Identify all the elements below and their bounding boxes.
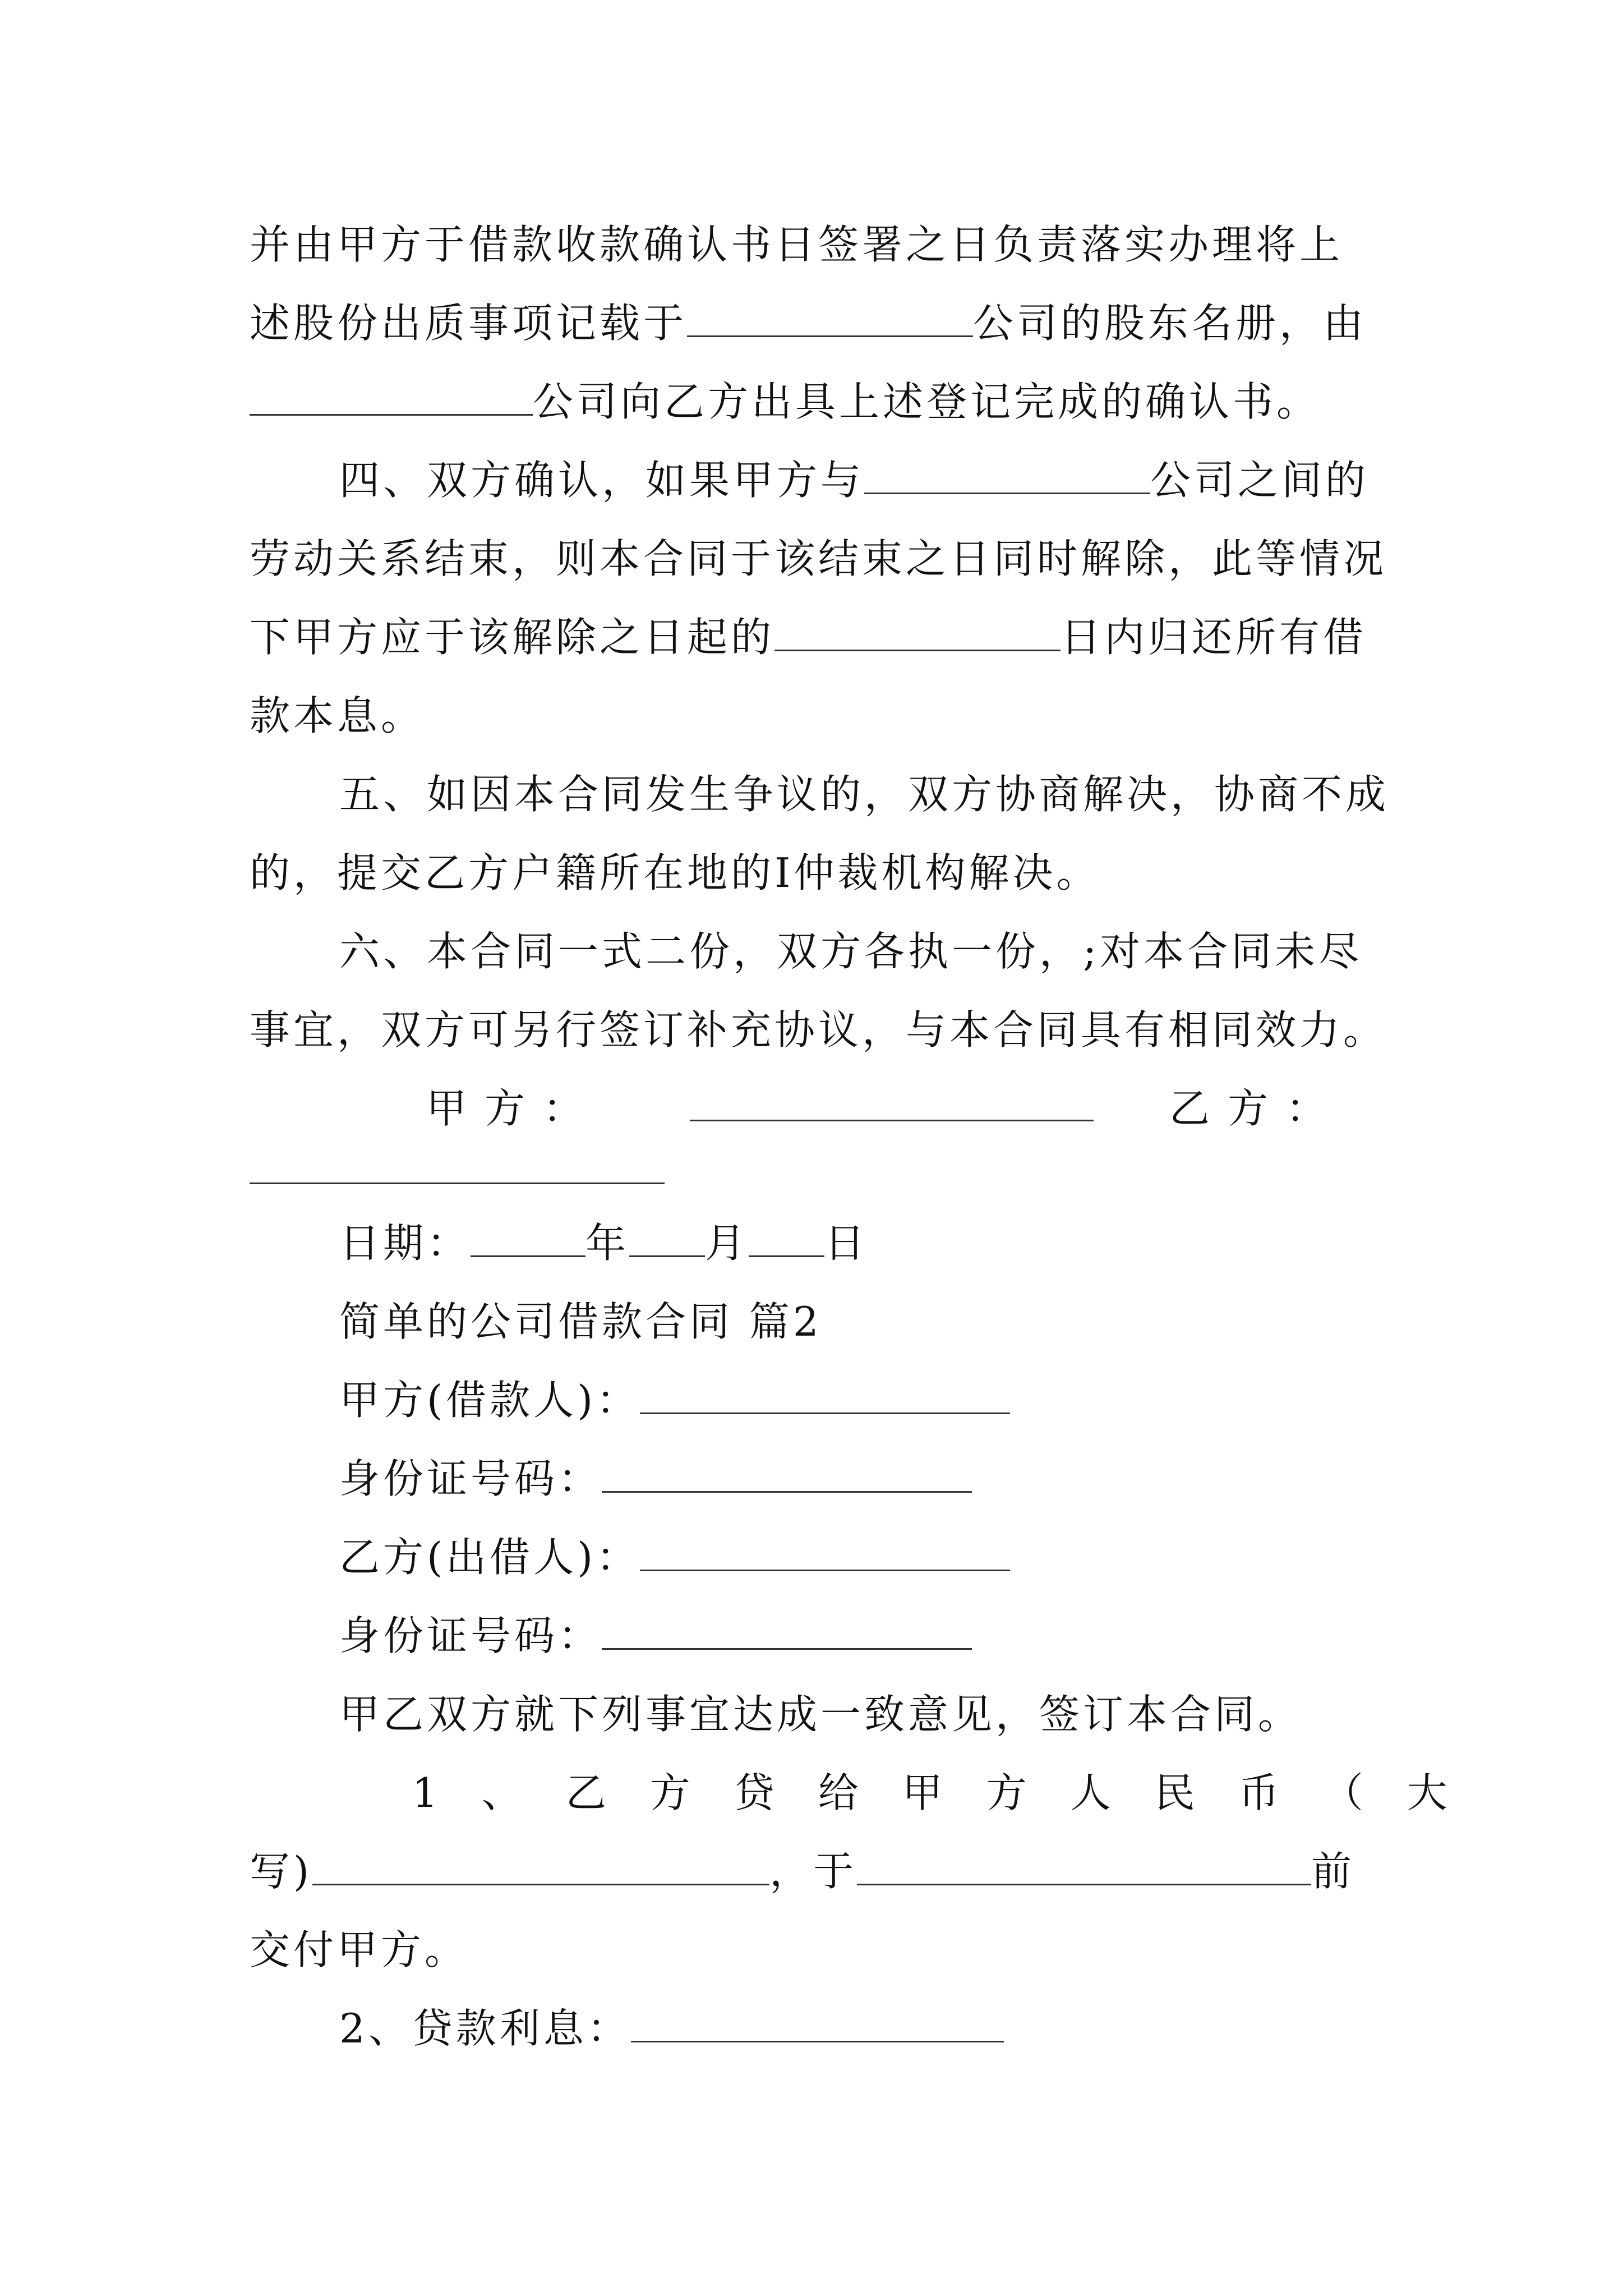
clause-five-line-1 <box>339 769 1478 820</box>
delivery-text: 交付甲方。 <box>250 1926 469 1973</box>
borrower-id-label: 身份证号码： <box>339 1455 602 1502</box>
loan-amount-line-3 <box>250 1924 1388 1976</box>
lender-id-line <box>339 1610 1478 1662</box>
agreement-text: 甲乙双方就下列事宜达成一致意见，签订本合同。 <box>339 1691 1302 1738</box>
lender-line <box>339 1531 1478 1583</box>
lender-id-label: 身份证号码： <box>339 1612 602 1659</box>
text-line-11: 事宜，双方可另行签订补充协议，与本合同具有相同效力。 <box>250 1006 1387 1053</box>
month-blank <box>629 1223 705 1257</box>
paragraph-line-2 <box>250 297 1388 349</box>
before-label: ，于 <box>769 1848 857 1895</box>
party-a-label: 甲方： <box>426 1085 602 1132</box>
clause-four-line-1 <box>339 454 1478 506</box>
text-line-5: 劳动关系结束，则本合同于该结束之日同时解除，此等情况 <box>250 535 1387 582</box>
text-line-4b: 公司之间的 <box>1150 457 1370 504</box>
text-line-9: 的，提交乙方户籍所在地的Ⅰ仲裁机构解决。 <box>250 849 1100 896</box>
section-heading: 简单的公司借款合同 篇2 <box>339 1298 822 1345</box>
days-blank <box>774 617 1061 651</box>
text-line-6b: 日内归还所有借 <box>1061 614 1367 661</box>
text-line-7: 款本息。 <box>250 692 425 739</box>
borrower-blank <box>640 1380 1010 1414</box>
interest-blank <box>631 2008 1004 2042</box>
party-a-signature-blank <box>690 1087 1094 1121</box>
section-heading-line <box>339 1296 1478 1347</box>
company-name-blank-1 <box>687 303 973 337</box>
day-label: 日 <box>824 1220 869 1267</box>
interest-line <box>339 2003 1478 2054</box>
clause-four-line-4 <box>250 690 1388 742</box>
text-line-8: 五、如因本合同发生争议的，双方协商解决，协商不成 <box>339 771 1390 818</box>
lender-blank <box>640 1537 1010 1571</box>
clause-five-line-2 <box>250 847 1388 899</box>
text-line-2a: 述股份出质事项记载于 <box>250 300 688 347</box>
borrower-id-blank <box>602 1458 972 1493</box>
borrower-line <box>339 1374 1478 1426</box>
text-line-3: 公司向乙方出具上述登记完成的确认书。 <box>533 378 1321 425</box>
party-b-label: 乙方： <box>1169 1085 1345 1132</box>
amount-in-words-blank <box>312 1851 769 1885</box>
loan-amount-line-2 <box>250 1846 1388 1897</box>
interest-label: 2、贷款利息： <box>339 2005 631 2052</box>
day-blank <box>749 1223 824 1257</box>
text-line-6a: 下甲方应于该解除之日起的 <box>250 614 775 661</box>
company-name-blank-3 <box>864 460 1150 494</box>
payment-date-blank <box>857 1851 1311 1885</box>
paragraph-line-3 <box>250 376 1388 427</box>
lender-label: 乙方(出借人)： <box>339 1534 640 1581</box>
loan-amount-line-1 <box>412 1767 1491 1819</box>
party-b-signature-blank <box>250 1150 665 1184</box>
clause-four-line-3 <box>250 611 1388 663</box>
clause-six-line-1 <box>339 926 1478 977</box>
signature-line-2 <box>250 1144 1388 1196</box>
month-label: 月 <box>705 1220 749 1267</box>
clause-four-line-2 <box>250 533 1388 585</box>
borrower-label: 甲方(借款人)： <box>339 1377 640 1424</box>
write-label: 写) <box>250 1848 313 1895</box>
paragraph-line-1 <box>250 219 1388 270</box>
text-line-1: 并由甲方于借款收款确认书日签署之日负责落实办理将上 <box>250 221 1344 268</box>
text-line-10: 六、本合同一式二份，双方各执一份，;对本合同未尽 <box>339 928 1363 975</box>
year-label: 年 <box>585 1220 630 1267</box>
text-line-2b: 公司的股东名册，由 <box>973 300 1367 347</box>
clause-six-line-2 <box>250 1004 1388 1056</box>
loan-amount-text: 1、乙方贷给甲方人民币（大 <box>412 1769 1491 1816</box>
date-line <box>339 1217 1478 1269</box>
text-line-4a: 四、双方确认，如果甲方与 <box>339 457 865 504</box>
year-blank <box>471 1223 585 1257</box>
date-label: 日期： <box>339 1220 471 1267</box>
borrower-id-line <box>339 1453 1478 1504</box>
front-label: 前 <box>1311 1848 1355 1895</box>
company-name-blank-2 <box>250 381 533 416</box>
lender-id-blank <box>602 1616 972 1650</box>
agreement-line <box>339 1688 1478 1740</box>
